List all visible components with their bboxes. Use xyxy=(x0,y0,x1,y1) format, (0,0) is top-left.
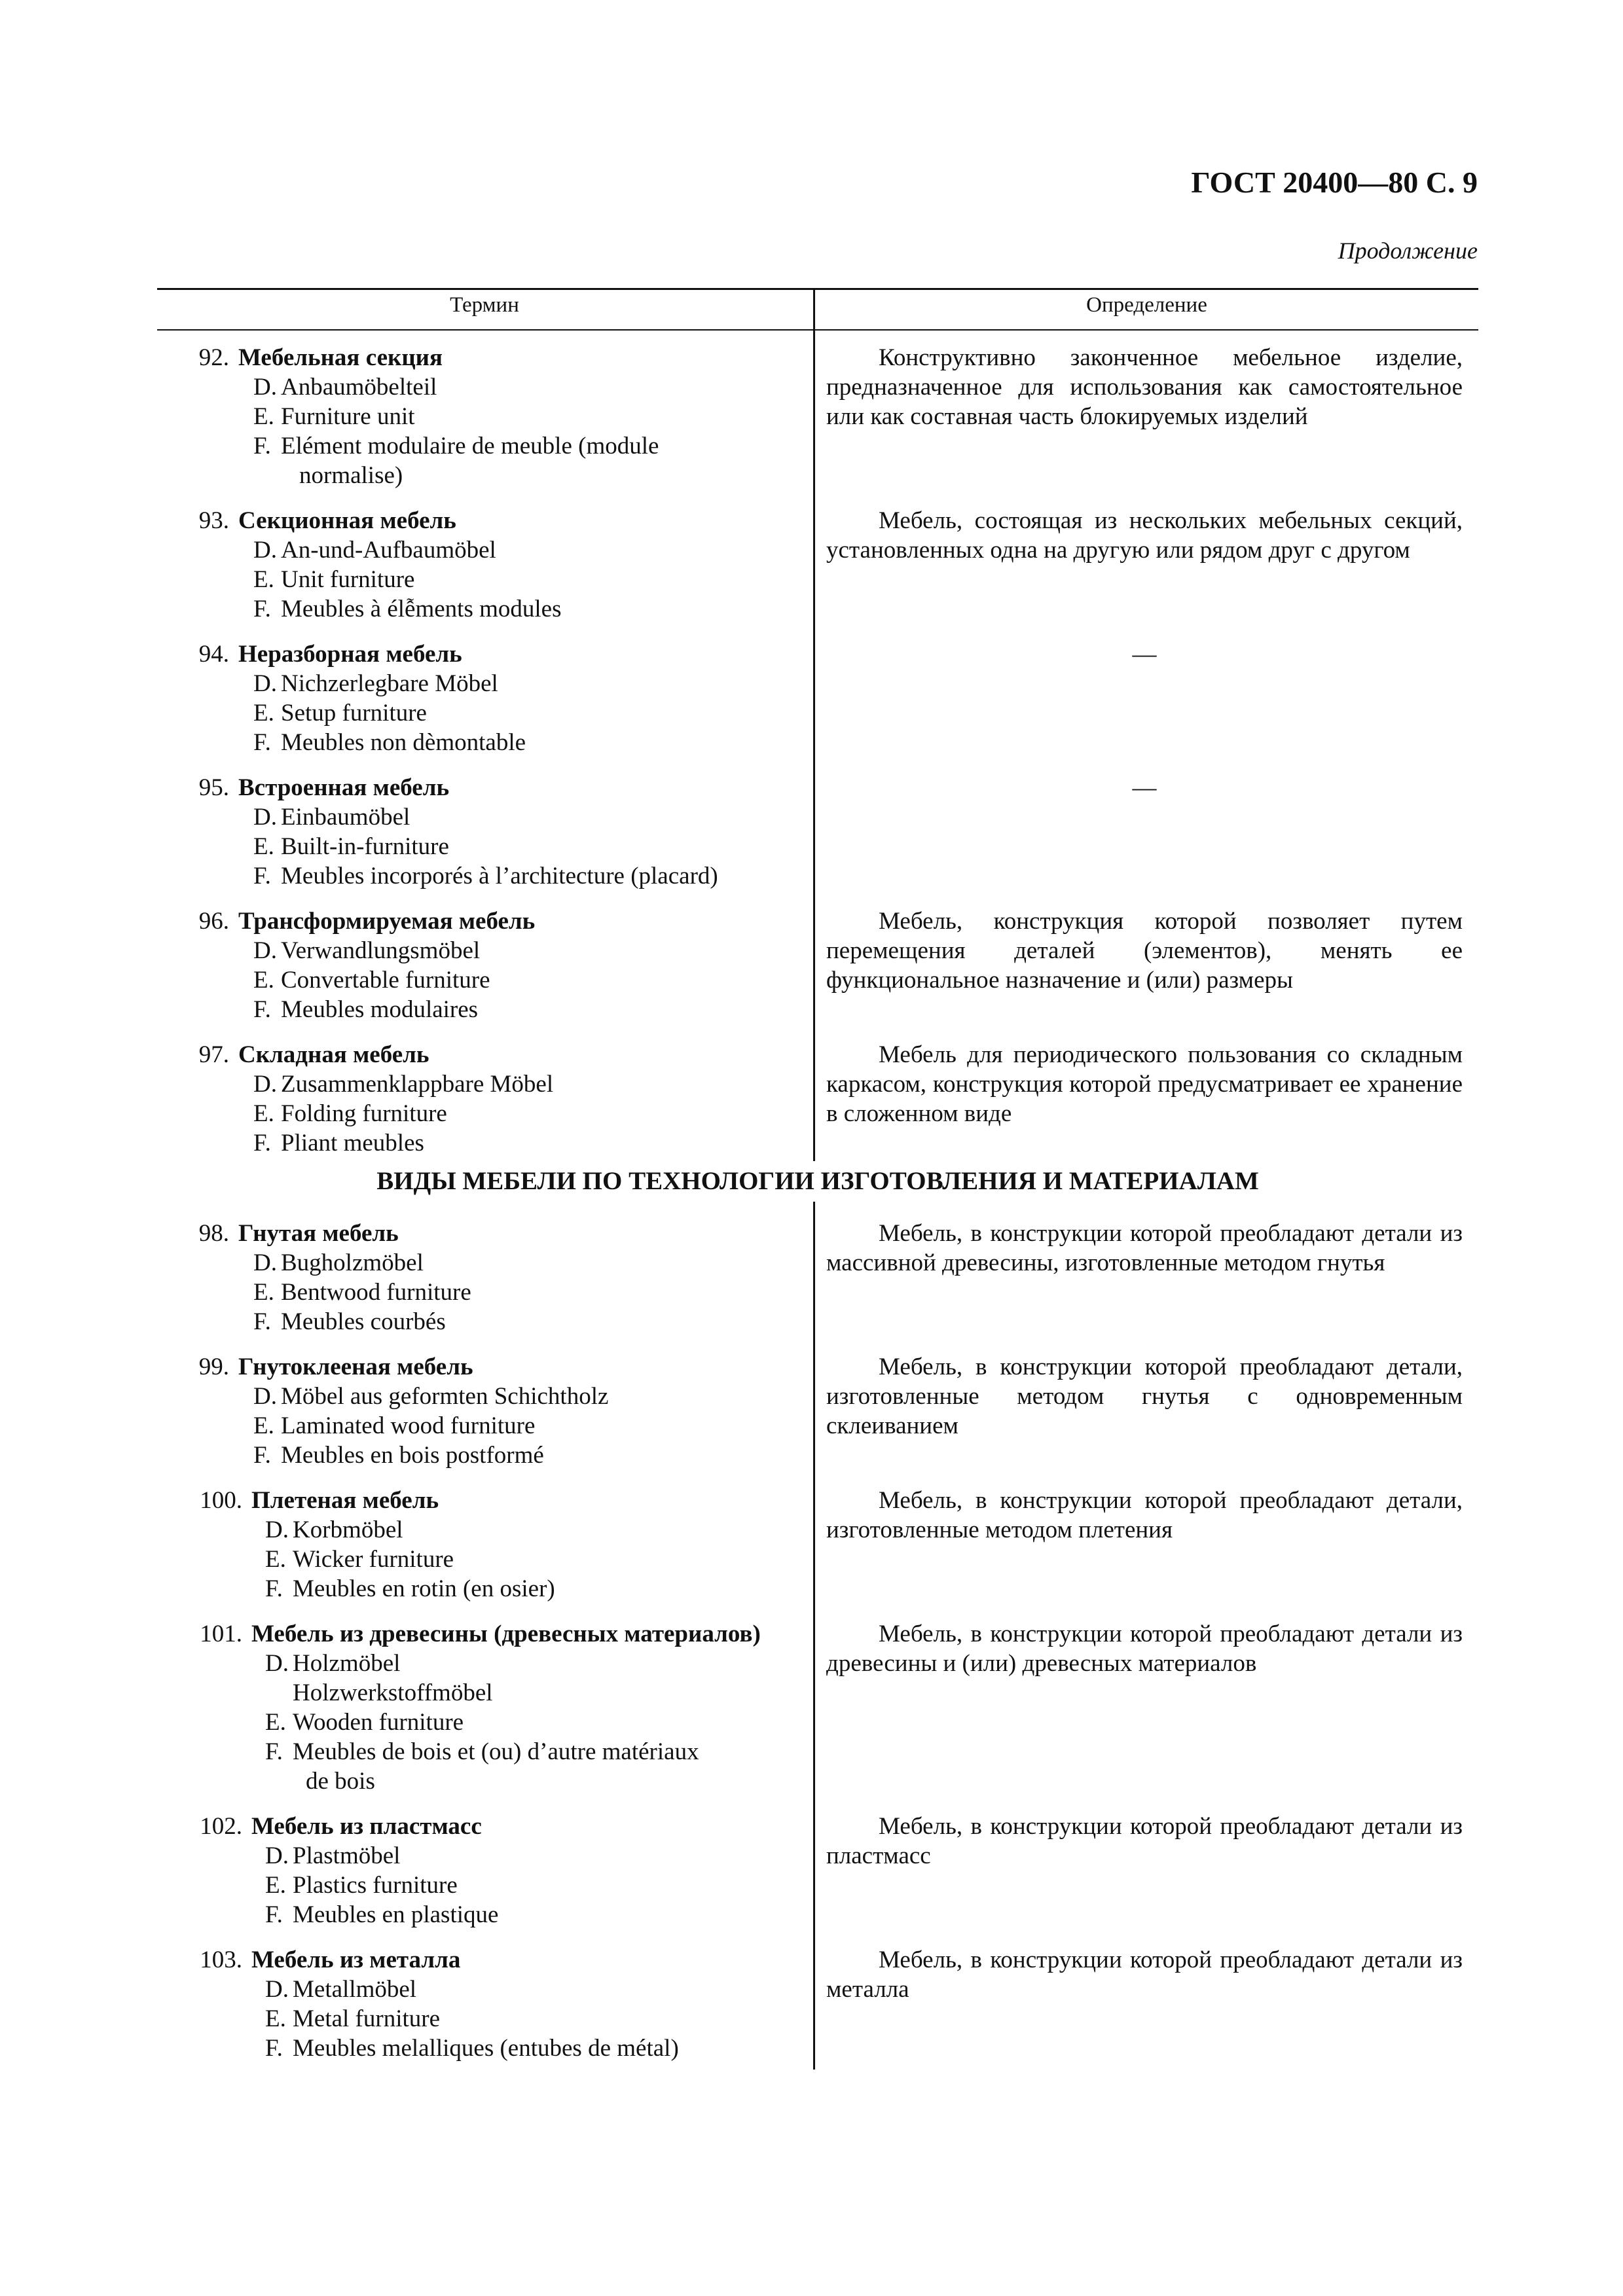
definition-cell xyxy=(826,1619,1463,1678)
term-number: 101. xyxy=(200,1621,242,1647)
language-code: E. xyxy=(253,833,274,860)
language-code: F. xyxy=(253,1130,271,1157)
term-russian: Мебель из пластмасс xyxy=(251,1813,482,1840)
translation-text: Plastics furniture xyxy=(293,1872,458,1899)
definition-cell xyxy=(826,1812,1463,1871)
term-german xyxy=(177,936,805,965)
term-russian: Секционная мебель xyxy=(238,507,456,534)
term-number: 102. xyxy=(200,1813,242,1840)
document-code: ГОСТ 20400—80 С. 9 xyxy=(1191,166,1478,199)
term-russian: Мебель из древесины (древесных материалов) xyxy=(251,1621,761,1647)
language-code: D. xyxy=(253,537,277,564)
term-number: 94. xyxy=(198,641,229,668)
translation-text: Metallmöbel xyxy=(293,1976,417,2003)
language-code: E. xyxy=(253,1412,274,1439)
translation-text: Pliant meubles xyxy=(281,1130,424,1157)
translation-text: Meubles melalliques (entubes de métal) xyxy=(293,2035,679,2062)
term-russian: Гнутая мебель xyxy=(238,1220,399,1247)
translation-text: Meubles non dèmontable xyxy=(281,729,526,756)
term-french xyxy=(177,594,805,624)
column-divider-lower xyxy=(813,1202,815,2070)
term-cell xyxy=(177,1352,805,1470)
term-english xyxy=(177,1545,805,1574)
term-column-header: Термин xyxy=(450,293,519,317)
column-divider-upper xyxy=(813,288,815,1161)
definition-text: Мебель, состоящая из нескольких мебельных секций, установленных одна на другую или рядом друг с другом xyxy=(826,507,1463,564)
language-code: E. xyxy=(253,967,274,994)
term-french xyxy=(177,1128,805,1158)
definition-cell xyxy=(826,506,1463,565)
language-code: E. xyxy=(253,700,274,726)
term-german xyxy=(177,802,805,832)
definition-text: Мебель, в конструкции которой преобладают детали из металла xyxy=(826,1946,1463,2003)
definition-cell xyxy=(826,906,1463,995)
language-code: D. xyxy=(265,1842,289,1869)
language-code: F. xyxy=(253,729,271,756)
translation-text: Möbel aus geformten Schichtholz xyxy=(281,1383,609,1410)
definition-text: Мебель, в конструкции которой преобладают детали из массивной древесины, изготовленные методом гнутья xyxy=(826,1220,1463,1276)
translation-text: Meubles de bois et (ou) d’autre matériaux xyxy=(293,1738,699,1765)
language-code: D. xyxy=(253,804,277,831)
term-cell xyxy=(177,1812,805,1929)
definition-cell xyxy=(826,1219,1463,1278)
translation-text: Meubles modulaires xyxy=(281,996,479,1023)
term-cell xyxy=(177,906,805,1024)
translation-text: Meubles en bois postformé xyxy=(281,1442,544,1469)
term-german xyxy=(177,1649,805,1678)
term-russian: Гнутоклееная мебель xyxy=(238,1354,473,1380)
language-code: F. xyxy=(265,2035,283,2062)
term-number: 93. xyxy=(198,507,229,534)
term-cell xyxy=(177,1945,805,2063)
definition-cell xyxy=(826,1945,1463,2004)
term-russian: Складная мебель xyxy=(238,1041,429,1068)
translation-text: Built-in-furniture xyxy=(281,833,449,860)
translation-text: Holzmöbel xyxy=(293,1650,401,1677)
term-russian: Мебельная секция xyxy=(238,344,443,371)
term-english xyxy=(177,965,805,995)
term-number: 97. xyxy=(198,1041,229,1068)
term-french xyxy=(177,1307,805,1336)
term-german xyxy=(177,1841,805,1871)
definition-column-header: Определение xyxy=(1086,293,1207,317)
translation-text: Zusammenklappbare Möbel xyxy=(281,1071,554,1098)
translation-text: Setup furniture xyxy=(281,700,427,726)
term-french xyxy=(177,995,805,1024)
translation-text: Meubles courbés xyxy=(281,1308,446,1335)
translation-text: Anbaumöbelteil xyxy=(281,374,437,401)
term-number: 103. xyxy=(200,1946,242,1973)
definition-cell xyxy=(826,639,1463,669)
term-french xyxy=(177,1737,805,1767)
language-code: D. xyxy=(253,1071,277,1098)
definition-cell xyxy=(826,1352,1463,1441)
translation-text: Einbaumöbel xyxy=(281,804,410,831)
language-code: E. xyxy=(265,1872,286,1899)
language-code: D. xyxy=(265,1516,289,1543)
term-number: 99. xyxy=(198,1354,229,1380)
term-french xyxy=(177,431,805,461)
language-code: F. xyxy=(253,1308,271,1335)
term-german xyxy=(177,1069,805,1099)
table-top-rule xyxy=(157,288,1478,290)
term-english xyxy=(177,832,805,861)
term-german xyxy=(177,372,805,402)
term-german xyxy=(177,669,805,698)
term-russian: Неразборная мебель xyxy=(238,641,462,668)
definition-text: Мебель, конструкция которой позволяет путем перемещения деталей (элементов), менять ее функциональное назначение и (или) размеры xyxy=(826,908,1463,994)
language-code: D. xyxy=(253,1249,277,1276)
language-code: F. xyxy=(253,1442,271,1469)
term-english xyxy=(177,1099,805,1128)
translation-text: Meubles en rotin (en osier) xyxy=(293,1575,555,1602)
translation-text: Meubles incorporés à l’architecture (placard) xyxy=(281,863,718,889)
language-code: D. xyxy=(253,670,277,697)
translation-text: Laminated wood furniture xyxy=(281,1412,536,1439)
term-french xyxy=(177,861,805,891)
term-english xyxy=(177,1871,805,1900)
translation-text: Elément modulaire de meuble (module xyxy=(281,433,659,459)
term-german xyxy=(177,1382,805,1411)
term-number: 95. xyxy=(198,774,229,801)
table-header-rule xyxy=(157,329,1478,331)
translation-text: Convertable furniture xyxy=(281,967,490,994)
term-cell xyxy=(177,773,805,891)
term-french xyxy=(177,1574,805,1604)
definition-text: Мебель, в конструкции которой преобладают детали из древесины и (или) древесных материалов xyxy=(826,1621,1463,1677)
term-cell xyxy=(177,506,805,624)
term-german-cont: Holzwerkstoffmöbel xyxy=(293,1679,493,1706)
term-russian: Мебель из металла xyxy=(251,1946,461,1973)
term-english xyxy=(177,1411,805,1441)
translation-text: Metal furniture xyxy=(293,2005,440,2032)
language-code: F. xyxy=(265,1738,283,1765)
term-french-cont: normalise) xyxy=(299,462,403,489)
translation-text: Meubles à élễments modules xyxy=(281,596,562,622)
language-code: F. xyxy=(253,996,271,1023)
term-number: 96. xyxy=(198,908,229,935)
language-code: D. xyxy=(265,1976,289,2003)
language-code: E. xyxy=(265,2005,286,2032)
translation-text: Unit furniture xyxy=(281,566,415,593)
language-code: E. xyxy=(253,1279,274,1306)
term-french xyxy=(177,2034,805,2063)
language-code: E. xyxy=(253,1100,274,1127)
term-german xyxy=(177,1975,805,2004)
term-cell xyxy=(177,343,805,490)
term-german xyxy=(177,1248,805,1278)
term-russian: Трансформируемая мебель xyxy=(238,908,536,935)
language-code: E. xyxy=(265,1709,286,1736)
term-number: 92. xyxy=(198,344,229,371)
language-code: F. xyxy=(253,596,271,622)
definition-cell xyxy=(826,1486,1463,1545)
term-english xyxy=(177,698,805,728)
translation-text: Wicker furniture xyxy=(293,1546,454,1573)
translation-text: Furniture unit xyxy=(281,403,415,430)
term-english xyxy=(177,2004,805,2034)
term-cell xyxy=(177,1619,805,1796)
term-english xyxy=(177,1278,805,1307)
term-french xyxy=(177,1441,805,1470)
language-code: D. xyxy=(253,374,277,401)
language-code: D. xyxy=(265,1650,289,1677)
continuation-label: Продолжение xyxy=(1338,238,1478,264)
language-code: E. xyxy=(265,1546,286,1573)
definition-text: Мебель для периодического пользования со складным каркасом, конструкция которой предусматривает ее хранение в сложенном виде xyxy=(826,1041,1463,1127)
language-code: F. xyxy=(265,1575,283,1602)
translation-text: Wooden furniture xyxy=(293,1709,464,1736)
translation-text: Bentwood furniture xyxy=(281,1279,471,1306)
term-english xyxy=(177,565,805,594)
translation-text: Korbmöbel xyxy=(293,1516,403,1543)
translation-text: Verwandlungsmöbel xyxy=(281,937,481,964)
term-cell xyxy=(177,1486,805,1604)
definition-text: — xyxy=(1132,641,1157,668)
language-code: E. xyxy=(253,566,274,593)
language-code: F. xyxy=(253,863,271,889)
translation-text: An-und-Aufbaumöbel xyxy=(281,537,496,564)
translation-text: Nichzerlegbare Möbel xyxy=(281,670,498,697)
language-code: D. xyxy=(253,937,277,964)
translation-text: Plastmöbel xyxy=(293,1842,401,1869)
term-number: 100. xyxy=(200,1487,242,1514)
language-code: D. xyxy=(253,1383,277,1410)
term-russian: Встроенная мебель xyxy=(238,774,450,801)
term-english xyxy=(177,402,805,431)
language-code: F. xyxy=(253,433,271,459)
definition-text: — xyxy=(1132,774,1157,801)
definition-cell xyxy=(826,343,1463,431)
term-english xyxy=(177,1708,805,1737)
translation-text: Meubles en plastique xyxy=(293,1901,499,1928)
translation-text: Folding furniture xyxy=(281,1100,447,1127)
definition-cell xyxy=(826,773,1463,802)
section-heading: ВИДЫ МЕБЕЛИ ПО ТЕХНОЛОГИИ ИЗГОТОВЛЕНИЯ И МАТЕРИАЛАМ xyxy=(376,1167,1259,1195)
definition-text: Мебель, в конструкции которой преобладают детали из пластмасс xyxy=(826,1813,1463,1869)
definition-text: Мебель, в конструкции которой преобладают детали, изготовленные методом гнутья с одновременным склеиванием xyxy=(826,1354,1463,1439)
term-german xyxy=(177,1515,805,1545)
term-french xyxy=(177,728,805,757)
term-french-cont: de bois xyxy=(306,1768,375,1795)
term-number: 98. xyxy=(198,1220,229,1247)
term-french xyxy=(177,1900,805,1929)
definition-text: Конструктивно законченное мебельное изделие, предназначенное для использования как самостоятельное или как составная часть блокируемых изделий xyxy=(826,344,1463,430)
term-cell xyxy=(177,639,805,757)
term-german xyxy=(177,535,805,565)
definition-cell xyxy=(826,1040,1463,1128)
term-russian: Плетеная мебель xyxy=(251,1487,439,1514)
translation-text: Bugholzmöbel xyxy=(281,1249,424,1276)
language-code: E. xyxy=(253,403,274,430)
definition-text: Мебель, в конструкции которой преобладают детали, изготовленные методом плетения xyxy=(826,1487,1463,1543)
term-cell xyxy=(177,1040,805,1158)
language-code: F. xyxy=(265,1901,283,1928)
term-cell xyxy=(177,1219,805,1336)
